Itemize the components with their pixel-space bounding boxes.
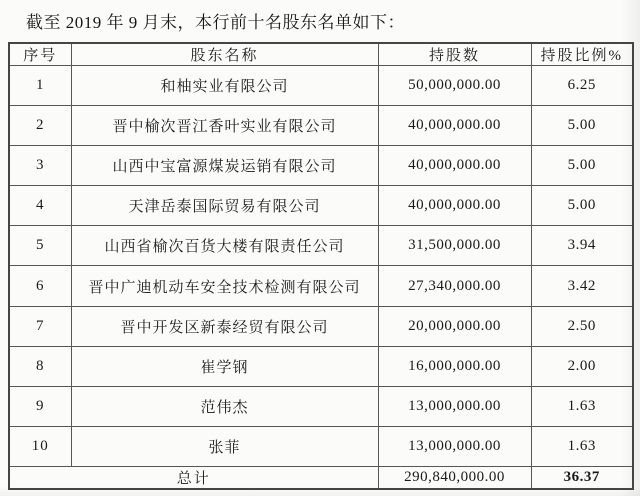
shareholder-name-cell: 山西中宝富源煤炭运销有限公司 [71, 146, 378, 186]
table-row [9, 306, 633, 346]
total-row [9, 467, 633, 490]
shares-cell: 40,000,000.00 [378, 186, 531, 226]
table-row [9, 386, 633, 426]
rank-cell: 2 [9, 106, 71, 146]
shareholder-table [8, 42, 634, 490]
shares-cell: 20,000,000.00 [378, 306, 531, 346]
shareholder-name-cell: 晋中开发区新泰经贸有限公司 [71, 306, 378, 346]
rank-cell: 1 [9, 66, 71, 106]
shares-cell: 40,000,000.00 [378, 146, 531, 186]
shareholder-name-cell: 山西省榆次百货大楼有限责任公司 [71, 226, 378, 266]
percent-cell: 1.63 [531, 386, 633, 426]
table-row [9, 426, 633, 466]
table-row [9, 226, 633, 266]
shares-cell: 31,500,000.00 [378, 226, 531, 266]
shares-cell: 50,000,000.00 [378, 66, 531, 106]
document-title: 截至 2019 年 9 月末，本行前十名股东名单如下： [26, 13, 405, 32]
shareholder-name-cell: 和柚实业有限公司 [71, 66, 378, 106]
shares-cell: 13,000,000.00 [378, 386, 531, 426]
table-row [9, 186, 633, 226]
total-label: 总计 [9, 467, 378, 490]
shareholder-name-cell: 张菲 [71, 426, 378, 466]
header-rank: 序号 [9, 43, 71, 66]
shareholder-name-cell: 晋中广迪机动车安全技术检测有限公司 [71, 266, 378, 306]
table-row [9, 106, 633, 146]
table-row [9, 346, 633, 386]
header-pct: 持股比例% [531, 43, 633, 66]
table-row [9, 146, 633, 186]
percent-cell: 5.00 [531, 146, 633, 186]
shareholder-table-header [9, 43, 633, 66]
percent-cell: 5.00 [531, 106, 633, 146]
table-row [9, 266, 633, 306]
rank-cell: 5 [9, 226, 71, 266]
header-row [9, 43, 633, 66]
rank-cell: 7 [9, 306, 71, 346]
rank-cell: 8 [9, 346, 71, 386]
rank-cell: 9 [9, 386, 71, 426]
shares-cell: 13,000,000.00 [378, 426, 531, 466]
rank-cell: 10 [9, 426, 71, 466]
total-shares: 290,840,000.00 [378, 467, 531, 490]
percent-cell: 2.00 [531, 346, 633, 386]
shareholder-name-cell: 天津岳泰国际贸易有限公司 [71, 186, 378, 226]
header-name: 股东名称 [71, 43, 378, 66]
shares-cell: 16,000,000.00 [378, 346, 531, 386]
percent-cell: 3.42 [531, 266, 633, 306]
rank-cell: 6 [9, 266, 71, 306]
shareholder-name-cell: 范伟杰 [71, 386, 378, 426]
rank-cell: 3 [9, 146, 71, 186]
percent-cell: 5.00 [531, 186, 633, 226]
rank-cell: 4 [9, 186, 71, 226]
shareholder-name-cell: 崔学钢 [71, 346, 378, 386]
percent-cell: 6.25 [531, 66, 633, 106]
shares-cell: 27,340,000.00 [378, 266, 531, 306]
percent-cell: 2.50 [531, 306, 633, 346]
shareholder-table-footer [9, 467, 633, 490]
percent-cell: 3.94 [531, 226, 633, 266]
shareholder-name-cell: 晋中榆次晋江香叶实业有限公司 [71, 106, 378, 146]
percent-cell: 1.63 [531, 426, 633, 466]
table-row [9, 66, 633, 106]
header-shares: 持股数 [378, 43, 531, 66]
total-percent: 36.37 [531, 467, 633, 490]
shares-cell: 40,000,000.00 [378, 106, 531, 146]
shareholder-table-body [9, 66, 633, 467]
